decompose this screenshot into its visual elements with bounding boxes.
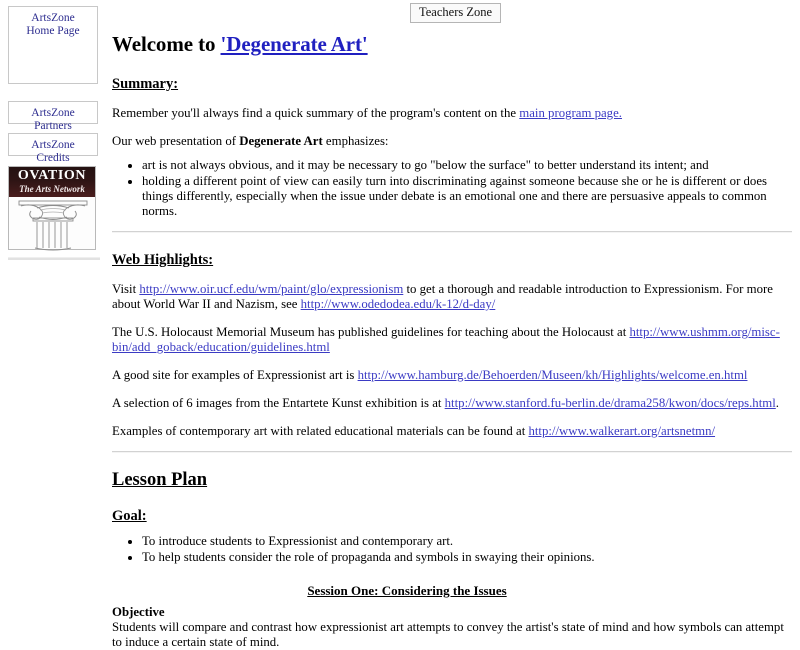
sidebar-partners-line2: Partners [34,120,72,132]
lesson-plan-heading: Lesson Plan [112,470,208,490]
ovation-wordmark: OVATION [17,168,87,183]
degenerate-art-link[interactable]: 'Degenerate Art' [220,32,368,56]
wh-p4-before: A selection of 6 images from the Entartete Kunst exhibition is at [112,396,445,410]
wh-p5-before: Examples of contemporary art with related educational materials can be found at [112,424,529,438]
page-title [112,32,792,57]
walkerart-artsnetmn-link[interactable]: http://www.walkerart.org/artsnetmn/ [528,424,716,438]
sidebar-home-line1: ArtsZone [31,12,75,24]
wh-p3-before: A good site for examples of Expressionist art is [112,368,358,382]
list-item: • To introduce students to Expressionist and contemporary art. [142,534,792,549]
teachers-zone-button[interactable]: Teachers Zone [410,3,501,23]
stanford-entartete-kunst-link[interactable]: http://www.stanford.fu-berlin.de/drama258/kwon/docs/reps.html [444,396,776,410]
summary-heading: Summary: [112,76,179,92]
list-item: • holding a different point of view can easily turn into discriminating against someone because she or he is different or does things differently, especially when the issue under debate is an emotional one and there are persuasive appeals to common norms. [142,174,792,219]
web-highlights-paragraph-5 [112,424,792,439]
web-highlights-paragraph-2 [112,325,792,355]
ushmm-guidelines-link[interactable]: http://www.ushmm.org/misc-bin/add_goback/education/guidelines.html [112,325,780,354]
web-highlights-heading: Web Highlights: [112,252,214,268]
hamburg-museum-link[interactable]: http://www.hamburg.de/Behoerden/Museen/kh/Highlights/welcome.en.html [357,368,748,382]
objective-body: Students will compare and contrast how expressionist art attempts to convey the artist's state of mind and how symbols can attempt to induce a certain state of mind. [112,620,784,649]
web-highlights-paragraph-1 [112,282,792,312]
web-highlights-paragraph-4 [112,396,792,411]
sidebar-home-line2: Home Page [26,25,80,37]
summary-p2-bold: Degenerate Art [239,134,323,148]
d-day-link[interactable]: http://www.odedodea.edu/k-12/d-day/ [300,297,496,311]
ovation-tagline: The Arts Network [19,184,85,194]
summary-p2-after: emphasizes: [322,134,389,148]
sidebar-item-credits[interactable] [8,133,98,164]
sidebar [0,0,108,600]
wh-p2-before: The U.S. Holocaust Memorial Museum has published guidelines for teaching about the Holocaust at [112,325,630,339]
ionic-column-icon [9,197,95,250]
sidebar-credits-line1: ArtsZone [31,139,75,151]
sidebar-item-home-page[interactable] [8,6,98,84]
summary-p1-text: Remember you'll always find a quick summary of the program's content on the [112,106,520,120]
session-one-heading: Session One: Considering the Issues [307,583,507,598]
wh-p4-after: . [775,396,779,410]
expressionism-link[interactable]: http://www.oir.ucf.edu/wm/paint/glo/expressionism [139,282,404,296]
goal-bullet-list [112,534,792,565]
section-divider-1 [112,231,792,233]
list-item: • art is not always obvious, and it may be necessary to go "below the surface" to better understand its intent; and [142,158,792,173]
sidebar-partners-line1: ArtsZone [31,107,75,119]
page-title-prefix: Welcome to [112,32,221,56]
list-item: • To help students consider the role of propaganda and symbols in swaying their opinions. [142,550,792,565]
summary-p2-before: Our web presentation of [112,134,240,148]
sidebar-credits-line2: Credits [36,152,70,164]
sidebar-item-partners[interactable] [8,101,98,132]
sidebar-divider [8,257,100,260]
ovation-logo[interactable] [8,166,96,250]
section-divider-2 [112,451,792,453]
summary-paragraph-2 [112,134,792,149]
wh-p1-middle: to get a thorough and readable introduction to Expressionism. For more about World War II and Nazism, see [112,282,773,311]
wh-p1-before: Visit [112,282,140,296]
main-program-page-link[interactable]: main program page. [519,106,622,120]
objective-heading: Objective [112,605,165,619]
summary-paragraph-1 [112,106,792,121]
main-content [112,0,792,650]
summary-bullet-list [112,158,792,219]
goal-heading: Goal: [112,508,147,524]
web-highlights-paragraph-3 [112,368,792,383]
